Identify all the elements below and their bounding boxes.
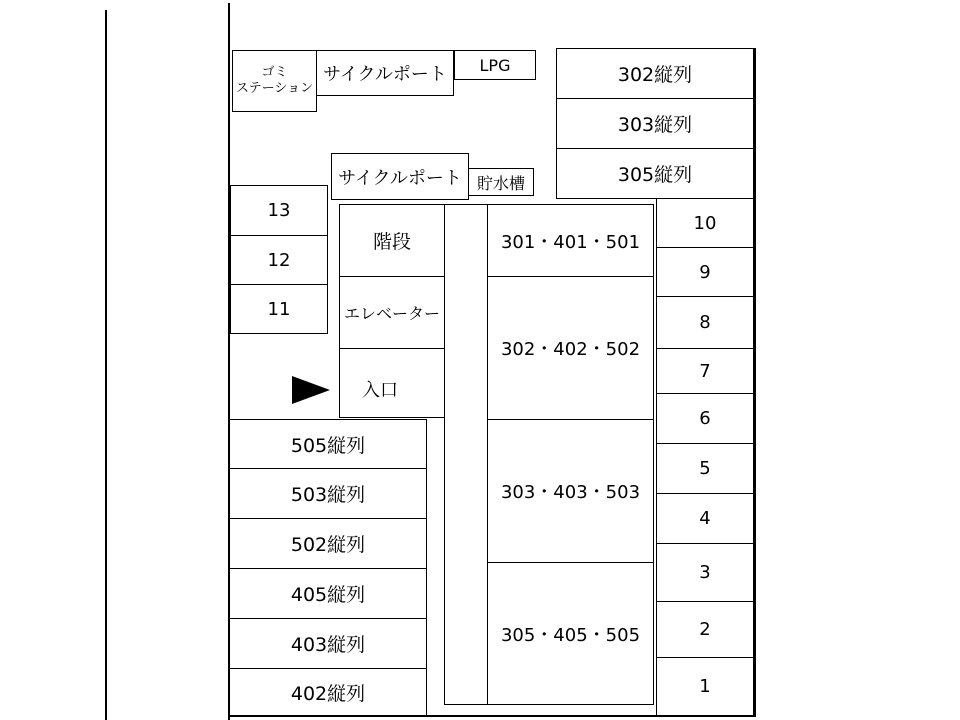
parking-502-parallel-label: 502縦列 [290,534,366,556]
cycle-port-middle [331,153,469,200]
unit-block-305-405-505 [487,562,654,705]
parking-302-parallel-label: 302縦列 [617,64,693,86]
parking-space-9-label: 9 [699,261,711,283]
cycle-port-top [316,50,454,96]
parking-space-3 [656,543,754,602]
parking-space-8 [656,296,754,349]
parking-505-parallel-label: 505縦列 [290,434,366,457]
parking-space-2-label: 2 [699,619,711,640]
parking-503-parallel-label: 503縦列 [290,484,366,506]
parking-503-parallel [229,468,427,519]
cycle-port-middle-label: サイクルポート [338,167,462,189]
parking-space-4 [656,493,754,544]
water-tank-label: 貯水槽 [476,173,525,193]
garbage-station-line1: ゴミ [261,64,288,80]
parking-space-5 [656,443,754,494]
unit-block-305-label: 305・405・505 [500,624,641,646]
parking-space-6-label: 6 [699,408,711,429]
parking-space-3-label: 3 [699,562,711,583]
parking-space-12-label: 12 [267,250,291,271]
entrance-arrow-icon [292,376,332,404]
garbage-station-line2: ステーション [235,81,314,96]
parking-space-8-label: 8 [699,312,711,333]
parking-305-parallel [556,148,754,199]
parking-space-12 [230,235,328,286]
parking-space-1-label: 1 [699,676,711,697]
parking-405-parallel-label: 405縦列 [290,584,366,606]
parking-502-parallel [229,518,427,569]
parking-space-10 [656,198,754,248]
lpg-storage [454,50,536,80]
parking-303-parallel-label: 303縦列 [617,114,693,136]
parking-space-11-label: 11 [267,298,291,320]
elevator-label: エレベーター [343,304,440,323]
parking-403-parallel-label: 403縦列 [290,634,366,656]
entrance-label-text: 入口 [362,380,398,401]
parking-402-parallel [229,668,427,716]
parking-space-2 [656,601,754,658]
garbage-station [232,50,317,112]
corridor-wall-left [444,204,445,705]
parking-403-parallel [229,618,427,669]
elevator [339,276,445,349]
lpg-label: LPG [479,55,511,75]
parking-space-10-label: 10 [693,212,717,234]
unit-block-303-403-503 [487,419,654,563]
parking-space-9 [656,247,754,297]
parking-305-parallel-label: 305縦列 [617,164,693,186]
stairs [339,204,445,277]
parking-space-1 [656,657,754,716]
parking-405-parallel [229,568,427,619]
road-boundary-line-left [105,10,107,720]
parking-space-11 [230,284,328,334]
cycle-port-top-label: サイクルポート [323,64,447,85]
water-tank [468,168,534,196]
parking-302-parallel [556,48,754,99]
entrance-label [352,374,408,404]
entrance-bottom-wall [339,417,444,418]
parking-space-6 [656,393,754,444]
parking-303-parallel [556,98,754,149]
parking-space-7-label: 7 [699,360,711,382]
parking-505-parallel [229,419,427,469]
parking-space-5-label: 5 [699,458,711,479]
parking-space-13 [230,185,328,236]
unit-block-303-label: 303・403・503 [500,482,641,503]
parking-space-13-label: 13 [267,200,291,221]
parking-402-parallel-label: 402縦列 [290,682,366,705]
stairs-label: 階段 [372,231,411,253]
unit-block-302-label: 302・402・502 [500,339,641,360]
unit-block-301-401-501 [487,204,654,277]
parking-space-4-label: 4 [699,508,711,529]
corridor-bottom [444,704,488,705]
unit-block-302-402-502 [487,276,654,420]
site-boundary-right [754,48,756,717]
parking-space-7 [656,348,754,394]
unit-block-301-label: 301・401・501 [500,231,641,253]
